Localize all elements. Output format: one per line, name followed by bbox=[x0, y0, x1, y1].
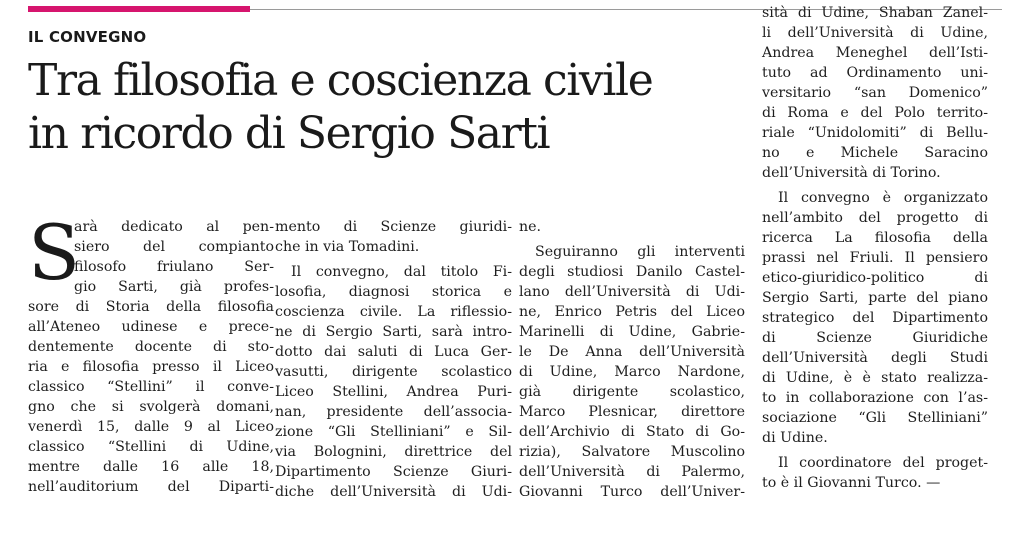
article-line: Marinelli di Udine, Gabrie- bbox=[519, 324, 745, 340]
article-line: Il convegno, dal titolo Fi- bbox=[291, 264, 512, 280]
article-line: classico “Stellini” il conve- bbox=[28, 379, 274, 395]
article-line: Sergio Sarti, parte del piano bbox=[762, 290, 988, 306]
article-line: sore di Storia della filosofia bbox=[28, 299, 274, 315]
headline-line-1: Tra filosofia e coscienza civile bbox=[28, 55, 653, 106]
article-line: sità di Udine, Shaban Zanel- bbox=[762, 5, 988, 21]
article-line: etico-giuridico-politico di bbox=[762, 270, 988, 286]
article-line: classico “Stellini di Udine, bbox=[28, 439, 274, 455]
article-line: gio Sarti, già profes- bbox=[74, 279, 274, 295]
article-line: ria e filosofia presso il Liceo bbox=[28, 359, 274, 375]
article-line: degli studiosi Danilo Castel- bbox=[519, 264, 745, 280]
article-line: coscienza civile. La riflessio- bbox=[275, 304, 512, 320]
article-line: Giovanni Turco dell’Univer- bbox=[519, 484, 745, 500]
article-line: gno che si svolgerà domani, bbox=[28, 399, 274, 415]
article-line: nell’auditorium del Diparti- bbox=[28, 479, 274, 495]
article-line: Seguiranno gli interventi bbox=[535, 244, 745, 260]
article-line: mentre dalle 16 alle 18, bbox=[28, 459, 274, 475]
article-line: Dipartimento Scienze Giuri- bbox=[275, 464, 512, 480]
article-line: di Udine, Marco Nardone, bbox=[519, 364, 745, 380]
article-line: siero del compianto bbox=[74, 239, 274, 255]
article-line: all’Ateneo udinese e prece- bbox=[28, 319, 274, 335]
article-column-4 bbox=[762, 3, 988, 493]
article-line: mento di Scienze giuridi- bbox=[275, 219, 512, 235]
article-line: Liceo Stellini, Andrea Puri- bbox=[275, 384, 512, 400]
drop-cap: S bbox=[28, 208, 81, 297]
article-line: strategico del Dipartimento bbox=[762, 310, 988, 326]
article-line: dotto dai saluti di Luca Ger- bbox=[275, 344, 512, 360]
article-line: to in collaborazione con l’as- bbox=[762, 390, 988, 406]
article-line: versitario “san Domenico” bbox=[762, 85, 988, 101]
headline-line-2: in ricordo di Sergio Sarti bbox=[28, 108, 550, 159]
article-column-3 bbox=[519, 217, 745, 502]
article-line: dell’Università di Palermo, bbox=[519, 464, 745, 480]
section-accent-bar bbox=[28, 6, 250, 12]
article-line: losofia, diagnosi storica e bbox=[275, 284, 512, 300]
article-line: dentemente docente di sto- bbox=[28, 339, 274, 355]
article-line: di Scienze Giuridiche bbox=[762, 330, 988, 346]
article-line: Il convegno è organizzato bbox=[778, 190, 988, 206]
article-line: ne. bbox=[519, 219, 542, 235]
article-line: di Udine, è è stato realizza- bbox=[762, 370, 988, 386]
section-kicker: IL CONVEGNO bbox=[28, 28, 147, 46]
article-line: prassi nel Friuli. Il pensiero bbox=[762, 250, 988, 266]
article-column-1 bbox=[28, 208, 274, 497]
article-line: Il coordinatore del proget- bbox=[778, 455, 988, 471]
article-line: vasutti, dirigente scolastico bbox=[275, 364, 512, 380]
article-line: dell’Archivio di Stato di Go- bbox=[519, 424, 745, 440]
article-line: arà dedicato al pen- bbox=[74, 219, 274, 235]
article-line: zione “Gli Stelliniani” e Sil- bbox=[275, 424, 512, 440]
article-line: già dirigente scolastico, bbox=[519, 384, 745, 400]
article-line: Marco Plesnicar, direttore bbox=[519, 404, 745, 420]
article-line: diche dell’Università di Udi- bbox=[275, 484, 512, 500]
article-line: ne, Enrico Petris del Liceo bbox=[519, 304, 745, 320]
article-line: Andrea Meneghel dell’Isti- bbox=[762, 45, 988, 61]
article-line: no e Michele Saracino bbox=[762, 145, 988, 161]
article-line: tuto ad Ordinamento uni- bbox=[762, 65, 988, 81]
article-line: dell’Università di Torino. bbox=[762, 165, 941, 181]
article-line: lano dell’Università di Udi- bbox=[519, 284, 745, 300]
article-line: che in via Tomadini. bbox=[275, 239, 420, 255]
article-column-2 bbox=[275, 217, 512, 502]
article-line: filosofo friulano Ser- bbox=[74, 259, 274, 275]
article-line: nan, presidente dell’associa- bbox=[275, 404, 512, 420]
article-line: di Udine. bbox=[762, 430, 828, 446]
article-line: le De Anna dell’Università bbox=[519, 344, 745, 360]
article-line: nell’ambito del progetto di bbox=[762, 210, 988, 226]
article-line: ricerca La filosofia della bbox=[762, 230, 988, 246]
article-line: rizia), Salvatore Muscolino bbox=[519, 444, 745, 460]
article-line: to è il Giovanni Turco. — bbox=[762, 475, 941, 491]
article-line: riale “Unidolomiti” di Bellu- bbox=[762, 125, 988, 141]
article-line: sociazione “Gli Stelliniani” bbox=[762, 410, 988, 426]
article-line: dell’Università degli Studi bbox=[762, 350, 988, 366]
article-line: di Roma e del Polo territo- bbox=[762, 105, 988, 121]
article-line: ne di Sergio Sarti, sarà intro- bbox=[275, 324, 512, 340]
article-line: li dell’Università di Udine, bbox=[762, 25, 988, 41]
headline bbox=[28, 54, 748, 160]
article-line: via Bolognini, direttrice del bbox=[275, 444, 512, 460]
article-line: venerdì 15, dalle 9 al Liceo bbox=[28, 419, 274, 435]
